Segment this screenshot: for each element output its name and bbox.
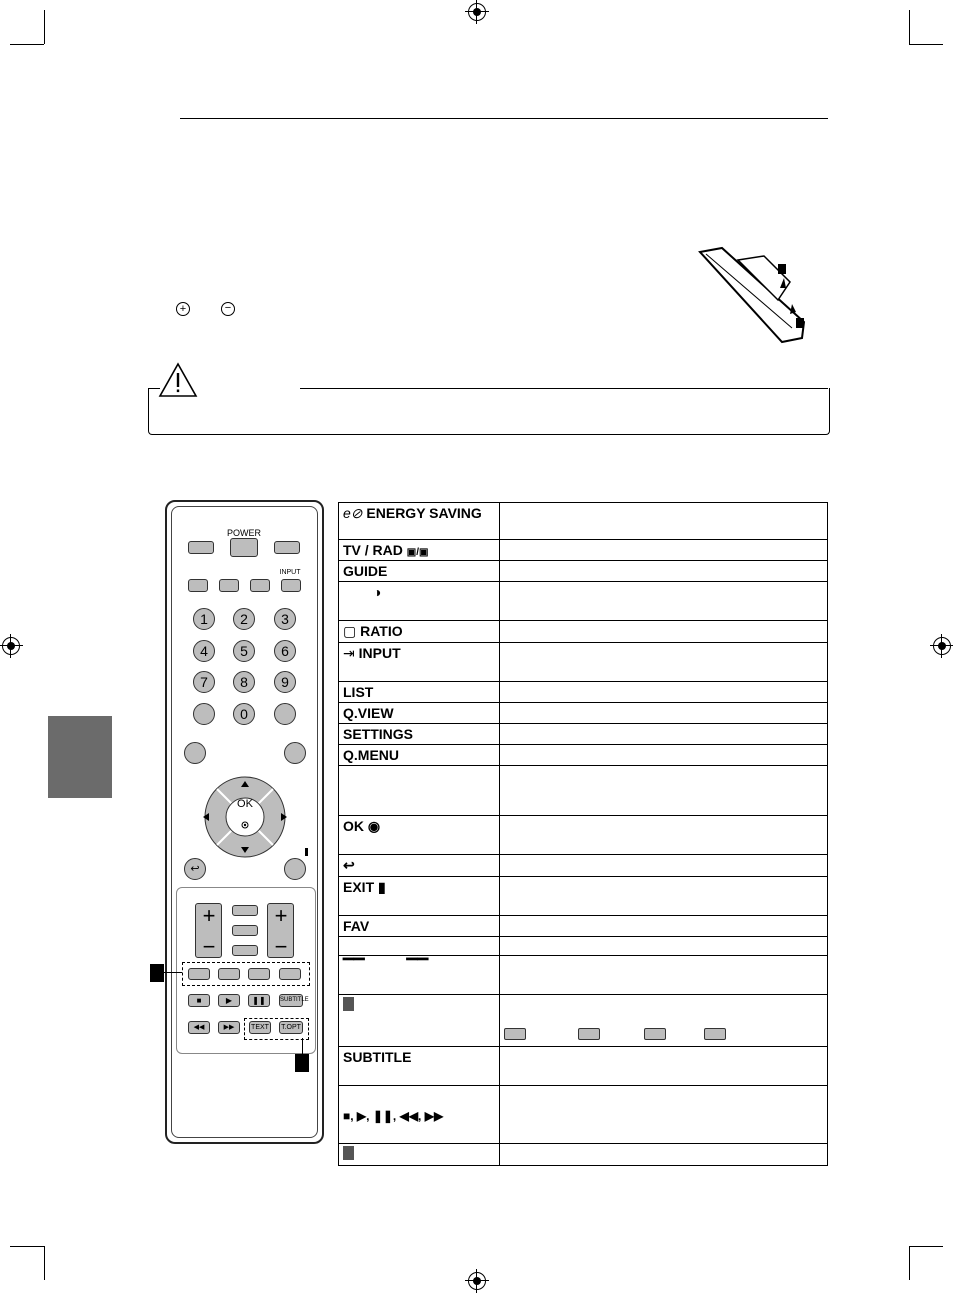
callout-line-2: [302, 1038, 303, 1054]
row-key: LIST: [343, 684, 374, 700]
crop-mark: [10, 1246, 44, 1247]
row-key: SETTINGS: [343, 726, 414, 742]
navigation-pad[interactable]: [193, 775, 297, 859]
crop-mark: [909, 10, 910, 44]
text-button[interactable]: TEXT: [249, 1021, 271, 1034]
registration-mark: [468, 1272, 486, 1290]
power-label: POWER: [226, 528, 261, 538]
number-button-2[interactable]: 2: [233, 608, 255, 630]
play-button[interactable]: ▶: [218, 994, 240, 1007]
back-button[interactable]: ↩: [184, 858, 206, 880]
av-mode-icon: ◑: [373, 584, 382, 600]
energy-saving-button[interactable]: [188, 541, 214, 554]
playback-controls-key: ■, ▶, ❚❚, ◀◀, ▶▶: [343, 1108, 444, 1123]
teletext-callout: [244, 1018, 309, 1040]
q-view-button[interactable]: [274, 703, 296, 725]
row-key: Q.VIEW: [343, 705, 394, 721]
settings-button[interactable]: [184, 742, 206, 764]
number-button-4[interactable]: 4: [193, 640, 215, 662]
row-key: INPUT: [358, 645, 401, 661]
mute-button[interactable]: [232, 945, 258, 956]
registration-mark: [468, 3, 486, 21]
row-key: TV / RAD: [343, 542, 403, 558]
tv-radio-icon: ▣/▣: [406, 547, 429, 558]
volume-down-icon: −: [202, 934, 216, 959]
red-key-icon: [504, 1028, 526, 1040]
plus-polarity-icon: +: [176, 302, 190, 316]
energy-saving-icon: e⊘: [343, 505, 367, 521]
number-button-9[interactable]: 9: [274, 671, 296, 693]
pause-button[interactable]: ❚❚: [248, 994, 270, 1007]
input-button[interactable]: [281, 579, 301, 592]
crop-mark: [909, 1246, 910, 1280]
caution-box-top-left: [148, 388, 160, 389]
ratio-icon: ▢: [343, 623, 361, 639]
ok-button[interactable]: OK: [237, 798, 253, 810]
rewind-button[interactable]: ◀◀: [188, 1021, 210, 1034]
number-button-8[interactable]: 8: [233, 671, 255, 693]
blue-key-icon: [704, 1028, 726, 1040]
exit-icon: ▮: [378, 879, 386, 895]
callout-marker-2-icon: [343, 1146, 354, 1160]
number-button-6[interactable]: 6: [274, 640, 296, 662]
exit-button[interactable]: [284, 858, 306, 880]
exit-icon: [305, 848, 308, 856]
yellow-key-icon: [644, 1028, 666, 1040]
page-up-icon: ▔▔: [343, 958, 365, 974]
3d-button[interactable]: [232, 925, 258, 936]
row-key: Q.MENU: [343, 747, 399, 763]
crop-mark: [44, 1246, 45, 1280]
callout-marker-1: [150, 964, 164, 982]
av-mode-button[interactable]: [219, 579, 239, 592]
q-menu-button[interactable]: [284, 742, 306, 764]
row-key: OK: [343, 818, 364, 834]
back-icon: ↩: [343, 857, 355, 873]
battery-cover-illustration: [692, 244, 812, 344]
power-button[interactable]: [230, 538, 258, 557]
row-key: EXIT: [343, 879, 375, 895]
row-key: FAV: [343, 918, 370, 934]
color-buttons-callout: [182, 962, 310, 986]
callout-line-1: [164, 972, 182, 973]
subtitle-button[interactable]: SUBTITLE: [279, 994, 303, 1007]
minus-polarity-icon: −: [221, 302, 235, 316]
number-button-0[interactable]: 0: [233, 703, 255, 725]
ratio-button[interactable]: [250, 579, 270, 592]
number-button-3[interactable]: 3: [274, 608, 296, 630]
registration-mark: [2, 637, 20, 655]
green-key-icon: [578, 1028, 600, 1040]
callout-marker-1-icon: [343, 997, 354, 1011]
tv-rad-button[interactable]: [274, 541, 300, 554]
registration-mark: [933, 637, 951, 655]
row-key: ENERGY SAVING: [366, 505, 482, 521]
t-opt-button[interactable]: T.OPT: [279, 1021, 303, 1034]
caution-box: [148, 388, 830, 435]
programme-up-icon: +: [274, 903, 288, 928]
row-key: SUBTITLE: [343, 1049, 412, 1065]
crop-mark: [44, 10, 45, 44]
stop-button[interactable]: ■: [188, 994, 210, 1007]
header-rule: [180, 118, 828, 119]
chapter-tab: [48, 716, 112, 798]
row-key: GUIDE: [343, 563, 388, 579]
callout-marker-2: [295, 1054, 309, 1072]
remote-function-table: [338, 502, 828, 1166]
input-label: INPUT: [279, 569, 301, 576]
volume-up-icon: +: [202, 903, 216, 928]
number-button-1[interactable]: 1: [193, 608, 215, 630]
row-key: RATIO: [360, 623, 403, 639]
input-icon: ⇥: [343, 645, 359, 661]
guide-button[interactable]: [188, 579, 208, 592]
list-button[interactable]: [193, 703, 215, 725]
page-down-icon: ▔▔: [406, 958, 429, 974]
number-button-5[interactable]: 5: [233, 640, 255, 662]
crop-mark: [909, 44, 943, 45]
ok-icon: ◉: [367, 818, 381, 834]
programme-down-icon: −: [274, 934, 288, 959]
crop-mark: [909, 1246, 943, 1247]
caution-box-top-right: [300, 388, 828, 389]
fav-button[interactable]: [232, 905, 258, 916]
crop-mark: [10, 44, 44, 45]
number-button-7[interactable]: 7: [193, 671, 215, 693]
fast-forward-button[interactable]: ▶▶: [218, 1021, 240, 1034]
